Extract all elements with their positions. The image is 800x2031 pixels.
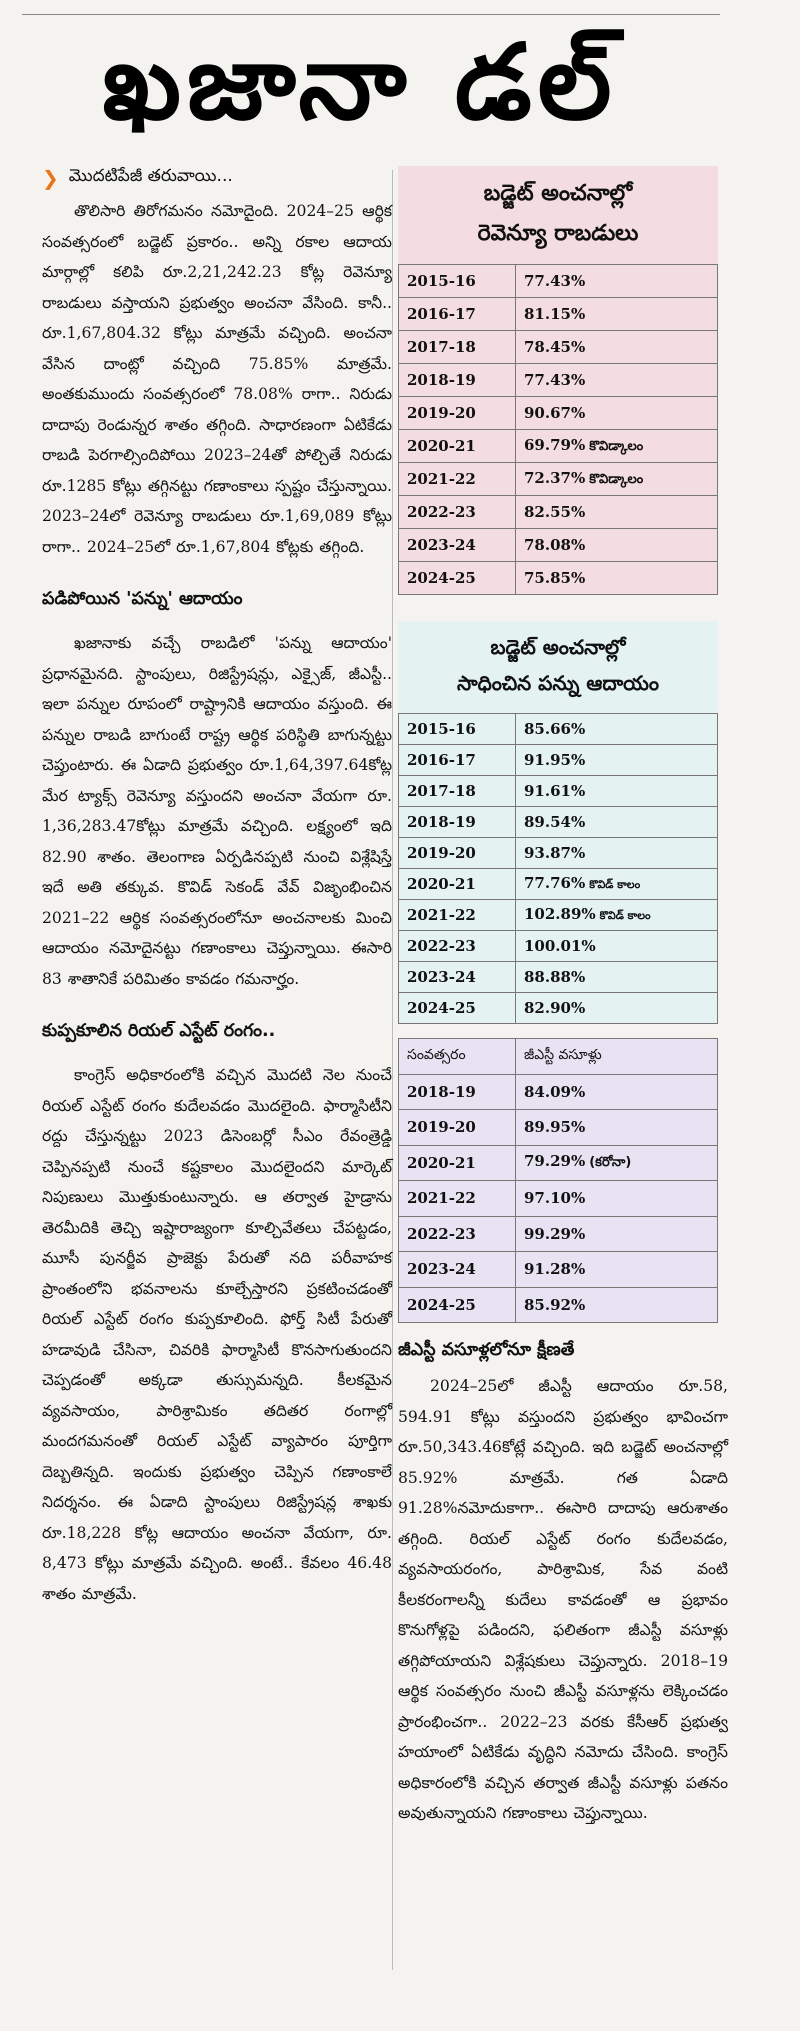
value-cell: 90.67% (516, 397, 718, 430)
table-row (399, 364, 718, 397)
table-row (399, 745, 718, 776)
year-cell: 2018-19 (399, 807, 516, 838)
article-paragraph-2: ఖజానాకు వచ్చే రాబడిలో 'పన్ను ఆదాయం' ప్రధానమైనది. స్టాంపులు, రిజిస్ట్రేషన్లు, ఎక్సైజ్, జీఎస్టీ.. ఇలా పన్నుల రూపంలో రాష్ట్రానికి ఆదాయం వస్తుంది. ఈ పన్నుల రాబడి బాగుంటే రాష్ట్ర ఆర్థిక పరిస్థితి బాగున్నట్టు చెప్తుంటారు. ఈ ఏడాది ప్రభుత్వం రూ.1,64,397.64కోట్ల మేర ట్యాక్స్ రెవెన్యూ వస్తుందని అంచనా వేయగా రూ. 1,36,283.47కోట్లు మాత్రమే వచ్చింది. లక్ష్యంలో ఇది 82.90 శాతం. తెలంగాణ ఏర్పడినప్పటి నుంచి విశ్లేషిస్తే ఇదే అతి తక్కువ. కొవిడ్ సెకండ్ వేవ్ విజృంభించిన 2021–22 ఆర్థిక సంవత్సరంలోనూ అంచనాలకు మించి ఆదాయం నమోదైనట్టు గణాంకాలు చెప్తున్నాయి. ఈసారి 83 శాతానికే పరిమితం కావడం గమనార్హం. (42, 634, 392, 988)
value-cell: 84.09% (516, 1074, 718, 1110)
table-row (399, 1181, 718, 1217)
subheading-gst: జీఎస్టీ వసూళ్లలోనూ క్షీణతే (398, 1340, 575, 1360)
table-row (399, 869, 718, 900)
chevron-right-icon: ❯ (42, 166, 59, 190)
gst-article (398, 1337, 728, 1829)
year-cell: 2022-23 (399, 1216, 516, 1252)
revenue-title-line-2: రెవెన్యూ రాబడులు (477, 221, 639, 246)
right-column (398, 166, 728, 1829)
tax-table-box (398, 621, 718, 1024)
value-cell: 77.43% (516, 364, 718, 397)
year-cell: 2024-25 (399, 1287, 516, 1323)
revenue-title-line-1: బడ్జెట్ అంచనాల్లో (483, 181, 633, 206)
article-paragraph-3: కాంగ్రెస్ అధికారంలోకి వచ్చిన మొదటి నెల నుంచే రియల్ ఎస్టేట్ రంగం కుదేలవడం మొదలైంది. ఫార్మాసిటీని రద్దు చేస్తున్నట్టు 2023 డిసెంబర్లో సీఎం రేవంత్రెడ్డి చెప్పినప్పటి నుంచే కష్టకాలం మొదలైందని మార్కెట్ నిపుణులు మొత్తుకుంటున్నారు. ఆ తర్వాత హైడ్రాను తెరమీదికి తెచ్చి ఇష్టారాజ్యంగా కూల్చివేతలు చేపట్టడం, మూసీ పునర్జీవ ప్రాజెక్టు పేరుతో నది పరీవాహక ప్రాంతంలోని భవనాలను కూల్చేస్తారని ప్రకటించడంతో రియల్ ఎస్టేట్ రంగం కుప్పకూలింది. ఫోర్త్ సిటీ పేరుతో హడావుడి చేసినా, చివరికి ఫార్మాసిటీ కొనసాగుతుందని చెప్పడంతో అక్కడా తుస్సుమన్నది. కీలకమైన వ్యవసాయం, పారిశ్రామికం తదితర రంగాల్లో మందగమనంతో రియల్ ఎస్టేట్ వ్యాపారం పూర్తిగా దెబ్బతిన్నది. ఇందుకు ప్రభుత్వం చెప్పిన గణాంకాలే నిదర్శనం. ఈ ఏడాది స్టాంపులు రిజిస్ట్రేషన్ల శాఖకు రూ.18,228 కోట్ల ఆదాయం అంచనా వేయగా, రూ. 8,473 కోట్లు మాత్రమే వచ్చింది. అంటే.. కేవలం 46.48 శాతం మాత్రమే. (42, 1066, 392, 1603)
year-cell: 2023-24 (399, 1252, 516, 1288)
table-row (399, 430, 718, 463)
table-row (399, 962, 718, 993)
value-cell: 69.79% కొవిడ్కాలం (516, 430, 718, 463)
header-value: జీఎస్టీ వసూళ్లు (516, 1039, 718, 1075)
year-cell: 2018-19 (399, 1074, 516, 1110)
table-row (399, 562, 718, 595)
value-cell: 78.45% (516, 331, 718, 364)
table-row (399, 1216, 718, 1252)
tax-table-title (398, 621, 718, 713)
kicker-text: మొదటిపేజీ తరువాయి... (68, 166, 233, 186)
year-cell: 2020-21 (399, 869, 516, 900)
value-cell: 75.85% (516, 562, 718, 595)
year-cell: 2017-18 (399, 331, 516, 364)
value-cell: 89.95% (516, 1110, 718, 1146)
year-cell: 2018-19 (399, 364, 516, 397)
header-year: సంవత్సరం (399, 1039, 516, 1075)
table-row (399, 1287, 718, 1323)
article-paragraph-gst: 2024–25లో జీఎస్టీ ఆదాయం రూ.58, 594.91 కోట్లు వస్తుందని ప్రభుత్వం భావించగా రూ.50,343.46కోట్లే వచ్చింది. ఇది బడ్జెట్ అంచనాల్లో 85.92% మాత్రమే. గత ఏడాది 91.28%నమోదుకాగా.. ఈసారి దాదాపు ఆరుశాతం తగ్గింది. రియల్ ఎస్టేట్ రంగం కుదేలవడం, వ్యవసాయరంగం, పారిశ్రామిక, సేవ వంటి కీలకరంగాలన్నీ కుదేలు కావడంతో ఆ ప్రభావం కొనుగోళ్లపై పడిందని, ఫలితంగా జీఎస్టీ వసూళ్లు తగ్గిపోయాయని విశ్లేషకులు చెప్తున్నారు. 2018–19 ఆర్థిక సంవత్సరం నుంచి జీఎస్టీ వసూళ్లను లెక్కించడం ప్రారంభించగా.. 2022–23 వరకు కేసీఆర్ ప్రభుత్వ హయాంలో ఏటికేడు వృద్ధిని నమోదు చేసింది. కాంగ్రెస్ అధికారంలోకి వచ్చిన తర్వాత జీఎస్టీ వసూళ్లు పతనం అవుతున్నాయని గణాంకాలు చెప్తున్నాయి. (398, 1377, 728, 1822)
article-paragraph-1: తొలిసారి తిరోగమనం నమోదైంది. 2024–25 ఆర్థిక సంవత్సరంలో బడ్జెట్ ప్రకారం.. అన్ని రకాల ఆదాయ మార్గాల్లో కలిపి రూ.2,21,242.23 కోట్ల రెవెన్యూ రాబడులు వస్తాయని ప్రభుత్వం అంచనా వేసింది. కానీ.. రూ.1,67,804.32 కోట్లు మాత్రమే వచ్చింది. అంచనా వేసిన దాంట్లో వచ్చింది 75.85% మాత్రమే. అంతకుముందు సంవత్సరంలో 78.08% రాగా.. నిరుడు దాదాపు రెండున్నర శాతం తగ్గింది. సాధారణంగా ఏటికేడు రాబడి పెరగాల్సిందిపోయి 2023–24తో పోల్చితే నిరుడు రూ.1285 కోట్లు తగ్గినట్టు గణాంకాలు స్పష్టం చేస్తున్నాయి. 2023–24లో రెవెన్యూ రాబడులు రూ.1,69,089 కోట్లు రాగా.. 2024–25లో రూ.1,67,804 కోట్లకు తగ్గింది. (42, 202, 392, 556)
kicker (42, 166, 392, 190)
year-cell: 2016-17 (399, 745, 516, 776)
year-cell: 2021-22 (399, 900, 516, 931)
table-row (399, 1074, 718, 1110)
value-cell: 85.92% (516, 1287, 718, 1323)
tax-title-line-2: సాధించిన పన్ను ఆదాయం (456, 671, 659, 695)
table-row (399, 807, 718, 838)
table-row (399, 331, 718, 364)
value-cell: 99.29% (516, 1216, 718, 1252)
table-row (399, 838, 718, 869)
year-cell: 2019-20 (399, 397, 516, 430)
table-row (399, 1145, 718, 1181)
year-cell: 2021-22 (399, 1181, 516, 1217)
value-cell: 102.89% కొవిడ్ కాలం (516, 900, 718, 931)
table-row (399, 529, 718, 562)
revenue-table-box (398, 166, 718, 595)
value-cell: 82.55% (516, 496, 718, 529)
value-cell: 82.90% (516, 993, 718, 1024)
year-cell: 2019-20 (399, 1110, 516, 1146)
value-cell: 100.01% (516, 931, 718, 962)
top-rule (22, 14, 720, 15)
left-column (42, 166, 392, 1609)
value-cell: 78.08% (516, 529, 718, 562)
value-cell: 77.43% (516, 265, 718, 298)
table-row (399, 397, 718, 430)
year-cell: 2022-23 (399, 931, 516, 962)
year-cell: 2020-21 (399, 1145, 516, 1181)
year-cell: 2024-25 (399, 562, 516, 595)
year-cell: 2022-23 (399, 496, 516, 529)
column-divider (392, 170, 393, 1970)
value-cell: 93.87% (516, 838, 718, 869)
table-row (399, 776, 718, 807)
value-cell: 81.15% (516, 298, 718, 331)
value-cell: 89.54% (516, 807, 718, 838)
revenue-table-title (398, 166, 718, 264)
table-row (399, 265, 718, 298)
value-cell: 79.29% (కరోనా) (516, 1145, 718, 1181)
tax-title-line-1: బడ్జెట్ అంచనాల్లో (490, 635, 626, 659)
table-row (399, 496, 718, 529)
value-cell: 88.88% (516, 962, 718, 993)
value-cell: 91.95% (516, 745, 718, 776)
value-cell: 72.37% కొవిడ్కాలం (516, 463, 718, 496)
table-row (399, 298, 718, 331)
value-cell: 97.10% (516, 1181, 718, 1217)
year-cell: 2017-18 (399, 776, 516, 807)
table-row (399, 931, 718, 962)
value-cell: 91.61% (516, 776, 718, 807)
year-cell: 2021-22 (399, 463, 516, 496)
table-row (399, 1252, 718, 1288)
table-row (399, 714, 718, 745)
subheading-tax-revenue: పడిపోయిన 'పన్ను' ఆదాయం (42, 589, 243, 609)
gst-table-box (398, 1038, 718, 1323)
table-row (399, 1110, 718, 1146)
year-cell: 2019-20 (399, 838, 516, 869)
table-header-row (399, 1039, 718, 1075)
subheading-real-estate: కుప్పకూలిన రియల్ ఎస్టేట్ రంగం.. (42, 1021, 276, 1041)
year-cell: 2020-21 (399, 430, 516, 463)
revenue-table (398, 264, 718, 595)
table-row (399, 900, 718, 931)
year-cell: 2023-24 (399, 962, 516, 993)
table-row (399, 993, 718, 1024)
year-cell: 2015-16 (399, 714, 516, 745)
year-cell: 2015-16 (399, 265, 516, 298)
table-row (399, 463, 718, 496)
value-cell: 91.28% (516, 1252, 718, 1288)
year-cell: 2024-25 (399, 993, 516, 1024)
value-cell: 85.66% (516, 714, 718, 745)
gst-table (398, 1038, 718, 1323)
tax-table (398, 713, 718, 1024)
headline: ఖజానా డల్ (102, 21, 618, 143)
year-cell: 2023-24 (399, 529, 516, 562)
value-cell: 77.76% కొవిడ్ కాలం (516, 869, 718, 900)
year-cell: 2016-17 (399, 298, 516, 331)
